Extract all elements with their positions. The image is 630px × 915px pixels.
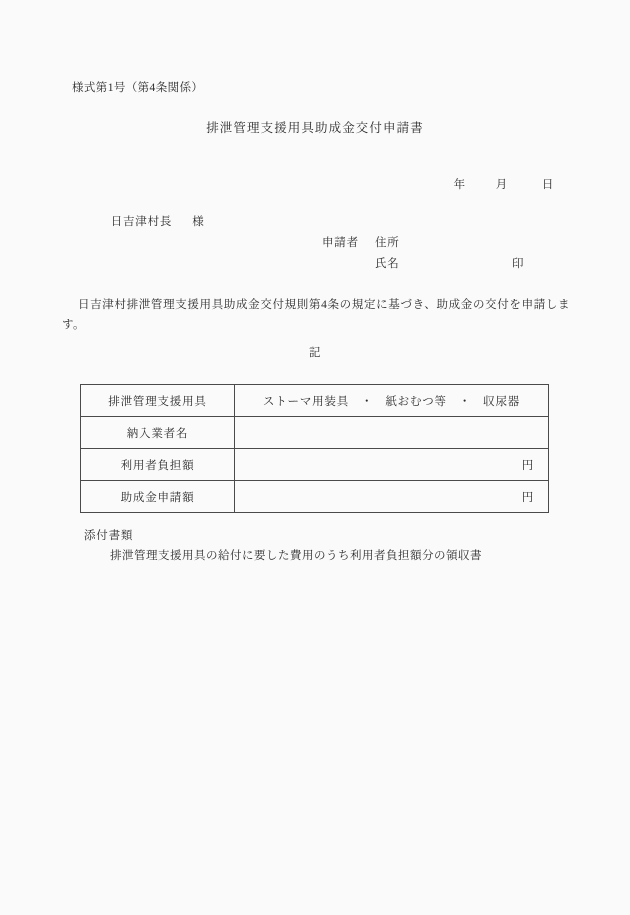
table-row-value[interactable]: 円: [235, 449, 549, 481]
attachments-heading: 添付書類: [84, 530, 134, 542]
addressee-line: [96, 197, 205, 249]
table-row-value[interactable]: 円: [235, 481, 549, 513]
table-row: [81, 449, 549, 481]
table-row-value[interactable]: [235, 417, 549, 449]
table-row-label: 利用者負担額: [81, 449, 235, 481]
table-row-label: 納入業者名: [81, 417, 235, 449]
table-row-label: 排泄管理支援用具: [81, 385, 235, 417]
body-paragraph: 日吉津村排泄管理支援用具助成金交付規則第4条の規定に基づき、助成金の交付を申請します。: [62, 299, 570, 331]
table-row: [81, 481, 549, 513]
form-number: 様式第1号（第4条関係）: [72, 82, 204, 94]
table-body: [81, 385, 549, 513]
date-year-label: 年: [453, 179, 466, 192]
table-row: [81, 417, 549, 449]
addressee-honorific: 様: [192, 216, 205, 229]
date-line: [0, 160, 630, 212]
applicant-address-label: 住所: [375, 237, 400, 249]
applicant-label: 申請者: [322, 237, 359, 249]
option-separator: ・: [361, 395, 374, 408]
addressee-recipient: 日吉津村長: [110, 216, 173, 229]
ki-marker: 記: [308, 347, 322, 359]
date-day-label: 日: [541, 179, 554, 192]
application-details-table: [80, 384, 549, 513]
date-month-label: 月: [495, 179, 508, 192]
table-row: [81, 385, 549, 417]
table-row-label: 助成金申請額: [81, 481, 235, 513]
option-1[interactable]: ストーマ用装具: [262, 395, 350, 408]
applicant-seal-mark: 印: [512, 258, 525, 270]
option-2[interactable]: 紙おむつ等: [385, 395, 447, 408]
option-separator: ・: [458, 395, 472, 408]
document-title: 排泄管理支援用具助成金交付申請書: [206, 121, 424, 135]
option-3[interactable]: 収尿器: [483, 395, 521, 408]
table-row-value[interactable]: [235, 385, 549, 417]
applicant-name-label: 氏名: [375, 258, 400, 270]
attachment-item: 排泄管理支援用具の給付に要した費用のうち利用者負担額分の領収書: [110, 550, 482, 562]
